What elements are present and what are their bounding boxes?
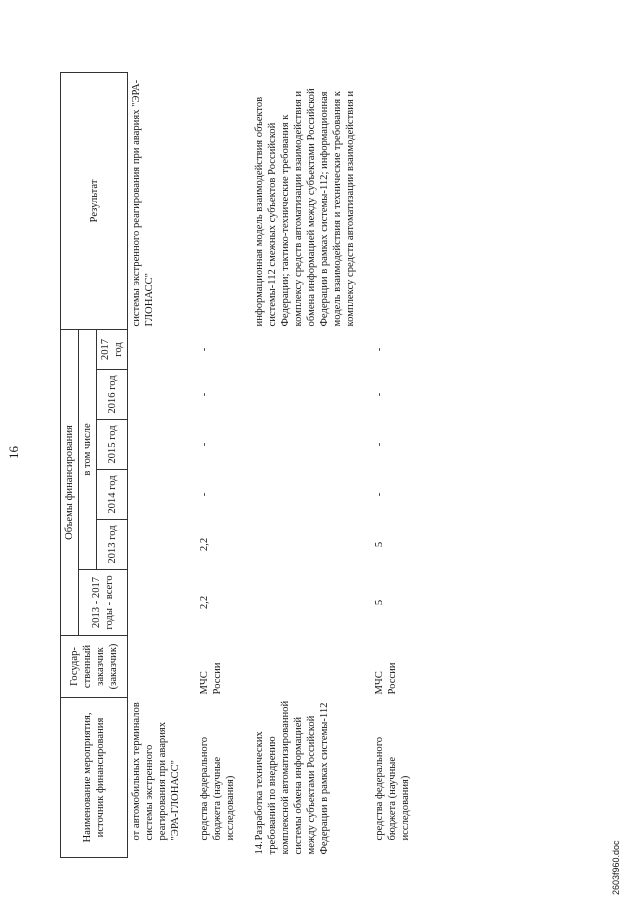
cell-total: [239, 570, 359, 636]
cell-2016: [128, 370, 185, 420]
cell-2014: [239, 470, 359, 520]
cell-name: средства федерального бюджета (научные исследования): [374, 736, 411, 841]
cell-2016: -: [374, 392, 385, 397]
cell-result: [359, 72, 414, 329]
cell-result: информационная модель взаимодействия объектов системы-112 смежных субъектов Российской Федерации; тактико-технические требования к комплексу средств автоматизации взаимодействия и обмена информацией между субъектами Российской Федерации в рамках системы-112; информационная модель взаимодействия и технические требования к комплексу средств автоматизации взаимодействия и: [254, 88, 356, 327]
header-total: 2013 - 2017 годы - всего: [79, 570, 128, 636]
cell-2015: [239, 420, 359, 470]
cell-customer: МЧС России: [199, 662, 223, 695]
header-2015: 2015 год: [97, 420, 128, 470]
cell-total: 5: [374, 599, 385, 606]
table-row: [239, 72, 359, 857]
cell-2017: [128, 329, 185, 369]
cell-2014: [128, 470, 185, 520]
header-name: Наименование мероприятия, источник финансирования: [61, 698, 128, 858]
header-2017: 2017 год: [97, 329, 128, 369]
cell-2016: -: [199, 392, 210, 397]
cell-2017: -: [199, 347, 210, 352]
item-number: 14.: [254, 841, 265, 855]
table-row: [359, 72, 414, 857]
header-2016: 2016 год: [97, 370, 128, 420]
cell-2015: -: [374, 442, 385, 447]
cell-2016: [239, 370, 359, 420]
cell-total: [128, 570, 185, 636]
cell-customer: [239, 636, 359, 698]
cell-2014: -: [199, 492, 210, 497]
table-row: [128, 72, 185, 857]
header-volumes: Объемы финансирования: [61, 329, 79, 635]
financing-table: [60, 72, 414, 858]
cell-2015: [128, 420, 185, 470]
cell-2013: 2,2: [199, 537, 210, 552]
cell-2013: 5: [374, 541, 385, 548]
cell-customer: МЧС России: [374, 662, 398, 695]
cell-2017: -: [374, 347, 385, 352]
header-2014: 2014 год: [97, 470, 128, 520]
cell-name: средства федерального бюджета (научные исследования): [199, 736, 236, 841]
cell-2017: [239, 329, 359, 369]
cell-total: 2,2: [199, 595, 210, 610]
header-2013: 2013 год: [97, 520, 128, 570]
cell-result: системы экстренного реагирования при авариях "ЭРА-ГЛОНАСС": [131, 79, 155, 327]
header-customer: Государ-ственный заказчик (заказчик): [61, 636, 128, 698]
cell-2013: [128, 520, 185, 570]
cell-customer: [128, 636, 185, 698]
cell-2015: -: [199, 442, 210, 447]
cell-2013: [239, 520, 359, 570]
table-row: [184, 72, 239, 857]
page-number: 16: [6, 446, 21, 459]
header-result: Результат: [61, 72, 128, 329]
cell-name: от автомобильных терминалов системы экстренного реагирования при авариях "ЭРА-ГЛОНАСС": [131, 702, 181, 841]
header-including: в том числе: [79, 329, 97, 569]
cell-2014: -: [374, 492, 385, 497]
document-code: 2603f960.doc: [611, 840, 621, 895]
cell-name: 14.Разработка технических требований по внедрению комплексной автоматизированной системы обмена информацией между субъектами Российской Федерации в рамках системы-112: [254, 700, 330, 855]
cell-result: [184, 72, 239, 329]
